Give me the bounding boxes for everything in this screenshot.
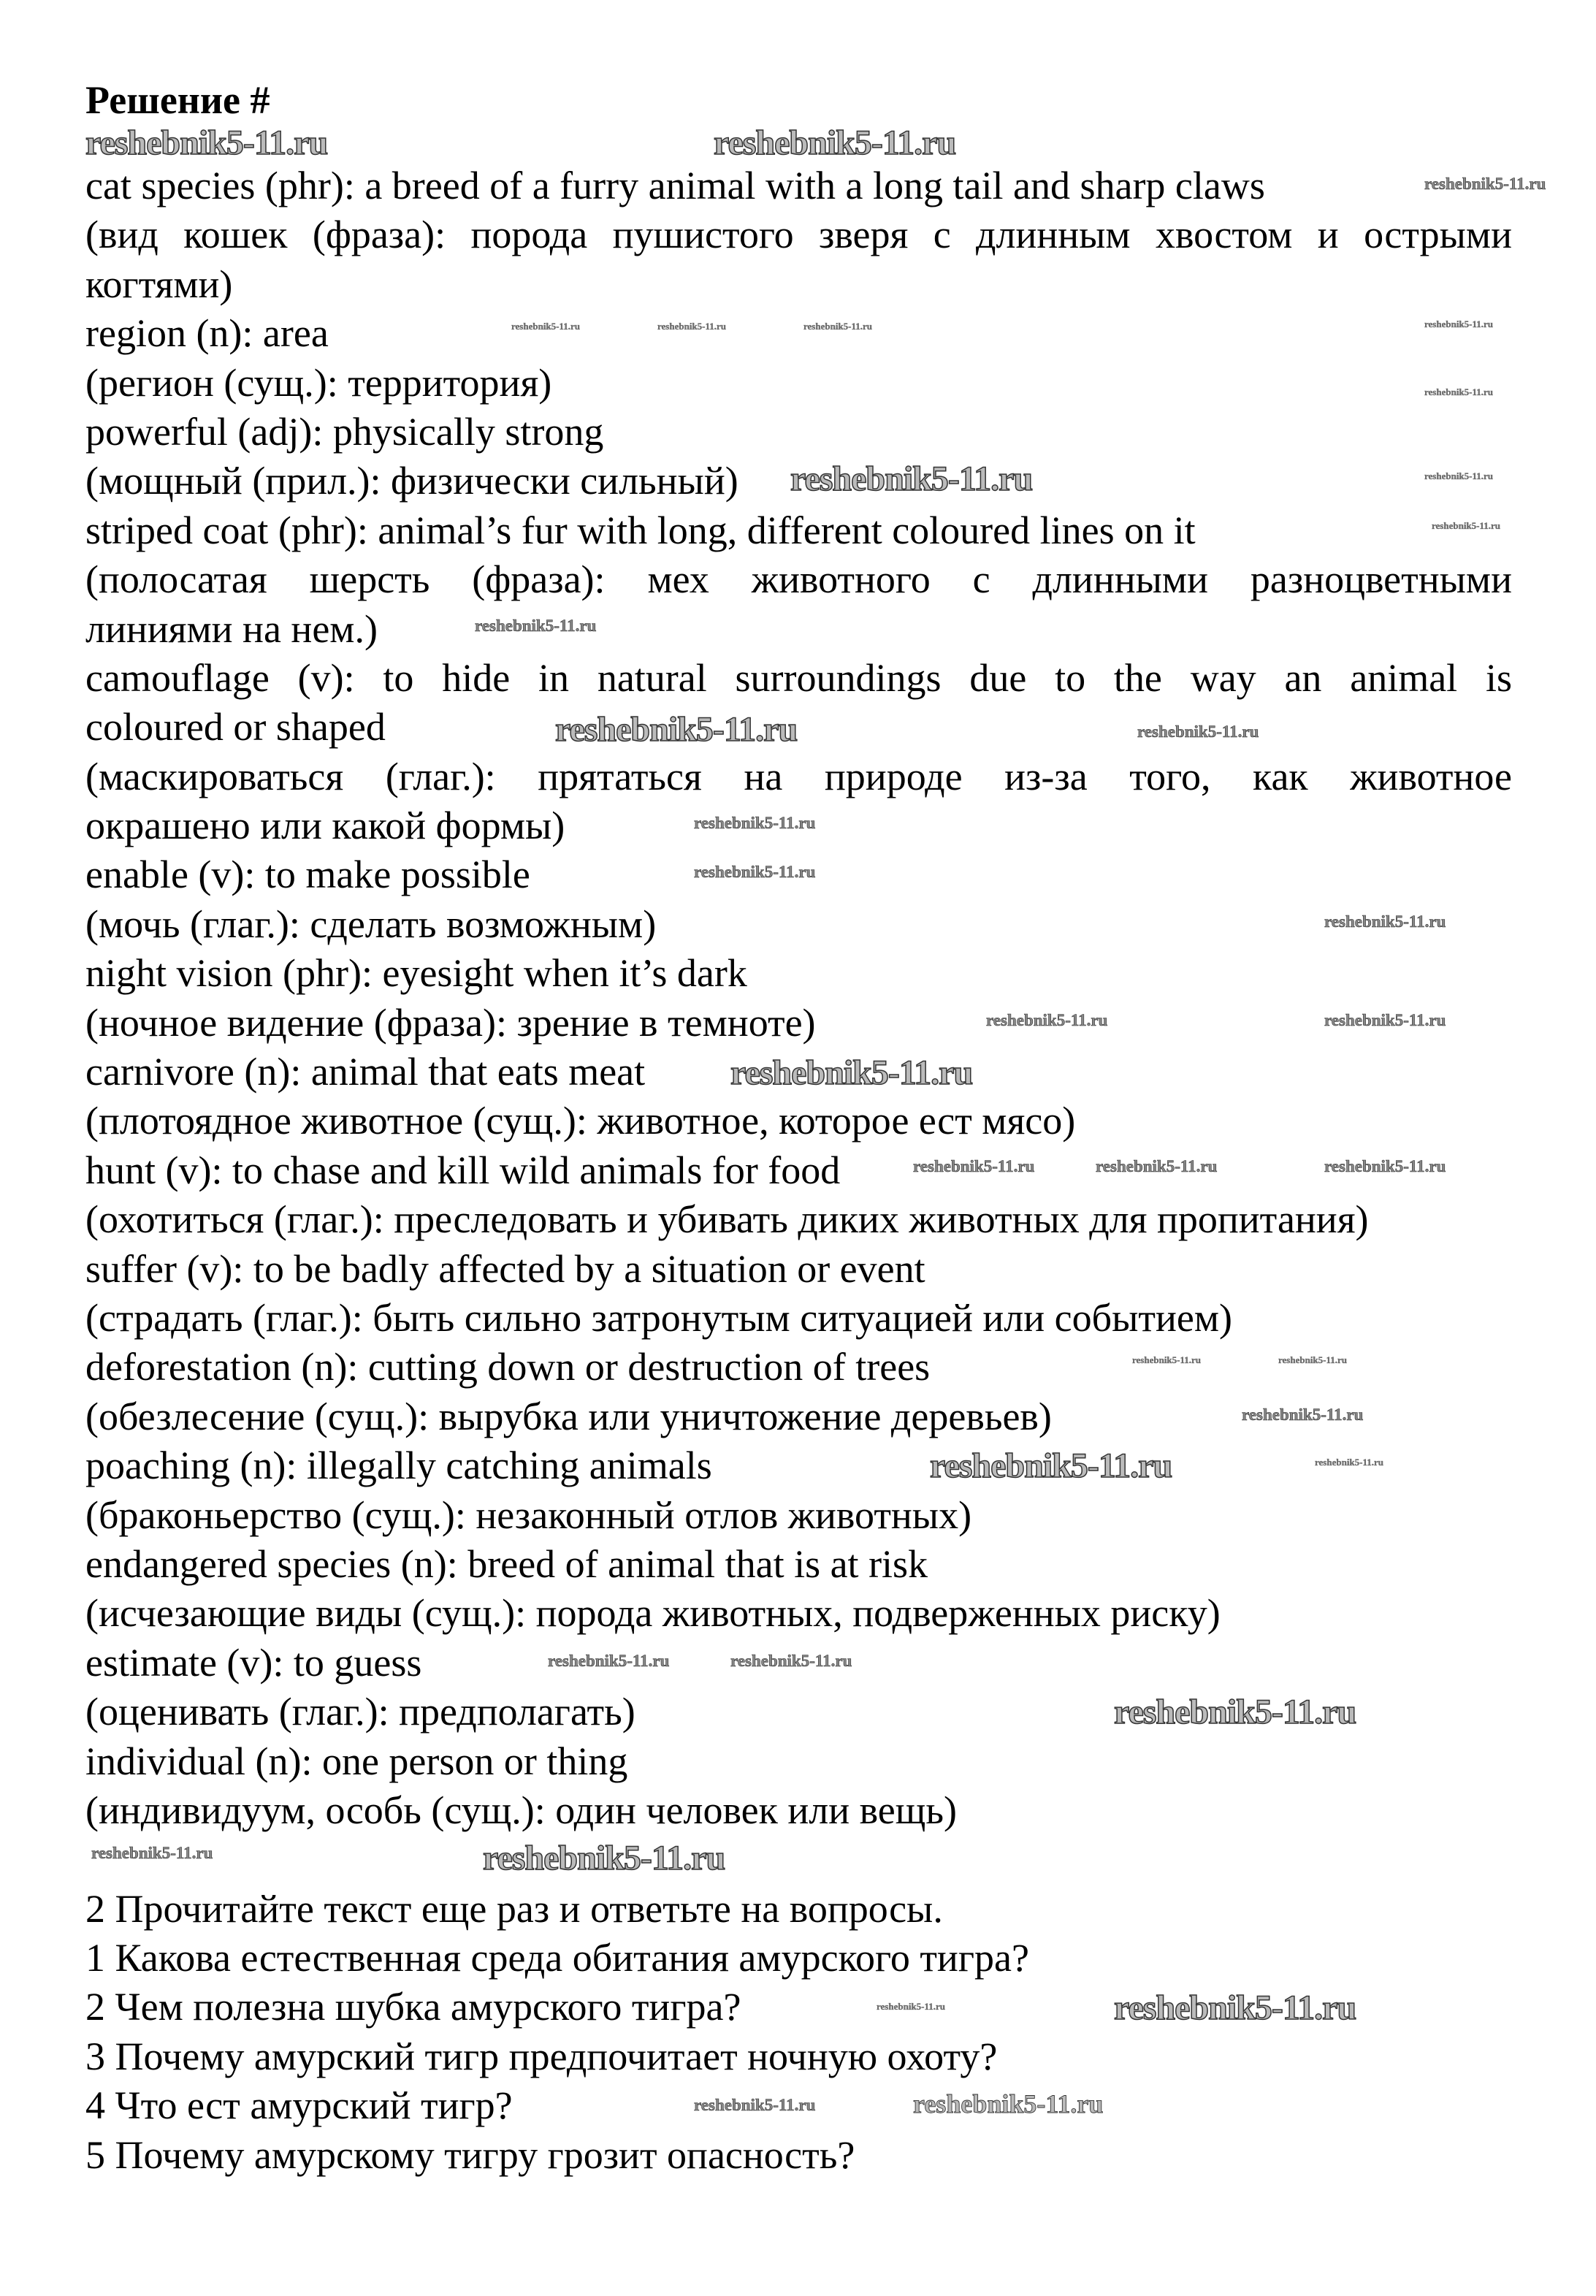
watermark: reshebnik5-11.ru — [1432, 520, 1501, 531]
watermark: reshebnik5-11.ru — [803, 321, 873, 332]
vocabulary-line: deforestation (n): cutting down or destruction of trees — [85, 1345, 931, 1389]
watermark: reshebnik5-11.ru — [1424, 470, 1494, 481]
vocabulary-line: (маскироваться (глаг.): прятаться на природе из-за того, как животное — [85, 754, 1512, 798]
vocabulary-line: striped coat (phr): animal’s fur with long, different coloured lines on it — [85, 508, 1196, 552]
question-line: 3 Почему амурский тигр предпочитает ночную охоту? — [85, 2034, 998, 2078]
watermark: reshebnik5-11.ru — [483, 1839, 725, 1877]
question-line: 2 Чем полезна шубка амурского тигра? — [85, 1985, 741, 2029]
question-line: 5 Почему амурскому тигру грозит опасность? — [85, 2132, 855, 2177]
watermark: reshebnik5-11.ru — [1424, 175, 1546, 193]
watermark: reshebnik5-11.ru — [913, 2089, 1104, 2118]
vocabulary-line: линиями на нем.) — [85, 606, 378, 651]
watermark: reshebnik5-11.ru — [1324, 1157, 1446, 1175]
watermark: reshebnik5-11.ru — [913, 1157, 1035, 1175]
watermark: reshebnik5-11.ru — [1324, 1011, 1446, 1029]
watermark: reshebnik5-11.ru — [1324, 912, 1446, 931]
watermark: reshebnik5-11.ru — [1132, 1354, 1202, 1365]
watermark: reshebnik5-11.ru — [1424, 386, 1494, 397]
vocabulary-line: (мочь (глаг.): сделать возможным) — [85, 901, 657, 946]
watermark: reshebnik5-11.ru — [1315, 1457, 1384, 1468]
vocabulary-line: hunt (v): to chase and kill wild animals for food — [85, 1148, 841, 1192]
vocabulary-line: (охотиться (глаг.): преследовать и убивать диких животных для пропитания) — [85, 1197, 1369, 1242]
vocabulary-line: camouflage (v): to hide in natural surroundings due to the way an animal is — [85, 655, 1512, 700]
vocabulary-line: (ночное видение (фраза): зрение в темноте) — [85, 1000, 816, 1045]
watermark: reshebnik5-11.ru — [714, 123, 956, 162]
watermark: reshebnik5-11.ru — [475, 617, 597, 635]
vocabulary-line: individual (n): one person or thing — [85, 1739, 628, 1783]
vocabulary-line: (страдать (глаг.): быть сильно затронутым ситуацией или событием) — [85, 1295, 1232, 1340]
vocabulary-line: (оценивать (глаг.): предполагать) — [85, 1690, 635, 1734]
vocabulary-line: endangered species (n): breed of animal that is at risk — [85, 1541, 928, 1586]
task-title: 2 Прочитайте текст еще раз и ответьте на вопросы. — [85, 1886, 943, 1931]
vocabulary-line: estimate (v): to guess — [85, 1640, 422, 1685]
watermark: reshebnik5-11.ru — [1137, 722, 1259, 741]
watermark: reshebnik5-11.ru — [1278, 1354, 1348, 1365]
watermark: reshebnik5-11.ru — [91, 1844, 213, 1862]
vocabulary-line: когтями) — [85, 262, 233, 306]
vocabulary-line: poaching (n): illegally catching animals — [85, 1443, 712, 1488]
vocabulary-line: carnivore (n): animal that eats meat — [85, 1050, 646, 1094]
vocabulary-line: окрашено или какой формы) — [85, 804, 565, 848]
watermark: reshebnik5-11.ru — [694, 2096, 816, 2114]
vocabulary-line: (исчезающие виды (сущ.): порода животных, подверженных риску) — [85, 1591, 1221, 1636]
watermark: reshebnik5-11.ru — [694, 863, 816, 881]
watermark: reshebnik5-11.ru — [730, 1652, 852, 1670]
watermark: reshebnik5-11.ru — [930, 1446, 1172, 1485]
watermark: reshebnik5-11.ru — [511, 321, 581, 332]
watermark: reshebnik5-11.ru — [694, 814, 816, 832]
watermark: reshebnik5-11.ru — [877, 2001, 946, 2012]
blank-line — [85, 1835, 1512, 1884]
watermark: reshebnik5-11.ru — [1424, 319, 1494, 329]
watermark: reshebnik5-11.ru — [986, 1011, 1108, 1029]
vocabulary-line: (регион (сущ.): территория) — [85, 360, 552, 405]
watermark: reshebnik5-11.ru — [85, 123, 328, 162]
watermark: reshebnik5-11.ru — [657, 321, 727, 332]
watermark: reshebnik5-11.ru — [555, 710, 798, 749]
vocabulary-line: cat species (phr): a breed of a furry animal with a long tail and sharp claws — [85, 164, 1265, 207]
watermark: reshebnik5-11.ru — [790, 459, 1033, 498]
watermark: reshebnik5-11.ru — [1242, 1406, 1364, 1424]
watermark: reshebnik5-11.ru — [548, 1652, 670, 1670]
vocabulary-line: night vision (phr): eyesight when it’s dark — [85, 951, 747, 996]
vocabulary-line: (вид кошек (фраза): порода пушистого зверя с длинным хвостом и острыми — [85, 213, 1512, 257]
watermark: reshebnik5-11.ru — [730, 1053, 973, 1092]
question-line: 4 Что ест амурский тигр? — [85, 2083, 513, 2128]
vocabulary-line: (полосатая шерсть (фраза): мех животного с длинными разноцветными — [85, 557, 1512, 602]
watermark: reshebnik5-11.ru — [1114, 1693, 1356, 1731]
vocabulary-line: region (n): area — [85, 311, 329, 356]
watermark: reshebnik5-11.ru — [1114, 1988, 1356, 2027]
vocabulary-line: (обезлесение (сущ.): вырубка или уничтожение деревьев) — [85, 1394, 1052, 1438]
solution-heading: Решение # — [85, 78, 270, 122]
vocabulary-line: (индивидуум, особь (сущ.): один человек или вещь) — [85, 1788, 957, 1832]
vocabulary-line: (браконьерство (сущ.): незаконный отлов животных) — [85, 1492, 972, 1537]
vocabulary-line: suffer (v): to be badly affected by a situation or event — [85, 1246, 925, 1291]
watermark: reshebnik5-11.ru — [1096, 1157, 1218, 1175]
vocabulary-line: (плотоядное животное (сущ.): животное, которое ест мясо) — [85, 1099, 1076, 1143]
question-line: 1 Какова естественная среда обитания амурского тигра? — [85, 1936, 1029, 1980]
vocabulary-line: coloured or shaped — [85, 705, 386, 750]
vocabulary-line: powerful (adj): physically strong — [85, 409, 604, 454]
vocabulary-line: (мощный (прил.): физически сильный) — [85, 459, 738, 503]
vocabulary-line: enable (v): to make possible — [85, 853, 530, 897]
